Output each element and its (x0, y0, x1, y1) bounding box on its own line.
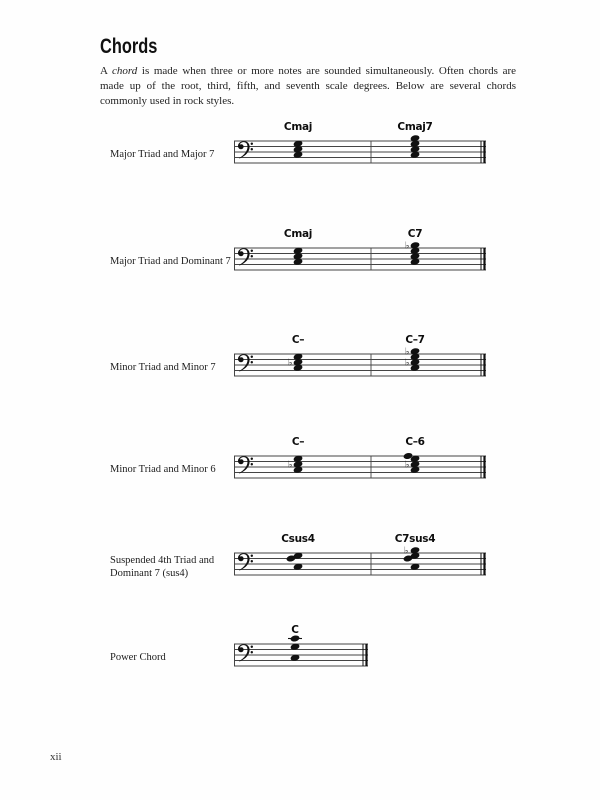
chord-notes (293, 247, 303, 266)
chord-symbol: C–7 (405, 334, 425, 346)
chord-symbol: Csus4 (281, 533, 315, 545)
row-label: Major Triad and Dominant 7 (110, 256, 231, 267)
intro-pre: A (100, 65, 112, 77)
chord-symbol: C–6 (405, 436, 425, 448)
intro-post: is made when three or more notes are sounded simultaneously. Often chords are made up of the root, third, fifth, and seventh scale degrees. Below are several chords commonly used in rock styles. (100, 65, 517, 107)
bass-clef-icon (238, 248, 253, 265)
bass-clef-icon (238, 553, 253, 570)
flat-accidental: ♭ (405, 346, 410, 358)
flat-accidental: ♭ (288, 459, 293, 471)
staff (233, 628, 375, 682)
flat-accidental: ♭ (405, 240, 410, 252)
row-label: Suspended 4th Triad and Dominant 7 (sus4) (110, 555, 215, 579)
page-title: Chords (100, 35, 158, 58)
flat-accidental: ♭ (404, 545, 409, 557)
chord-symbol: Cmaj (283, 228, 313, 240)
intro-italic-term: chord (111, 65, 138, 77)
chord-symbol: Cmaj7 (397, 121, 433, 133)
chord-notes (403, 545, 420, 570)
staff (233, 232, 493, 286)
chord-symbol: C– (291, 436, 305, 448)
chord-row (0, 618, 600, 684)
staff (233, 125, 493, 179)
staff (233, 537, 493, 591)
row-label: Minor Triad and Minor 6 (110, 464, 216, 475)
bass-clef-icon (238, 354, 253, 371)
row-label: Power Chord (110, 652, 166, 663)
staff (233, 338, 493, 392)
chord-symbol: Cmaj (283, 121, 313, 133)
chord-row (0, 115, 600, 181)
staff (233, 440, 493, 494)
chord-symbol: C (291, 624, 299, 636)
chord-notes (288, 353, 303, 372)
chord-notes (405, 346, 420, 371)
chord-row (0, 328, 600, 394)
flat-accidental: ♭ (288, 357, 293, 369)
bass-clef-icon (238, 644, 253, 661)
intro-paragraph (100, 64, 516, 109)
flat-accidental: ♭ (405, 357, 410, 369)
row-label: Minor Triad and Minor 7 (110, 362, 216, 373)
chord-notes (293, 140, 303, 159)
chord-symbol: C7sus4 (394, 533, 436, 545)
bass-clef-icon (238, 141, 253, 158)
chord-notes (288, 635, 302, 662)
row-label: Major Triad and Major 7 (110, 149, 215, 160)
chord-symbol: C7 (407, 228, 423, 240)
chord-row (0, 430, 600, 496)
page-number: xii (50, 751, 62, 763)
chord-symbol: C– (291, 334, 305, 346)
chord-row (0, 222, 600, 288)
chord-notes (288, 455, 303, 474)
bass-clef-icon (238, 456, 253, 473)
flat-accidental: ♭ (405, 459, 410, 471)
chord-row (0, 527, 600, 593)
chord-notes (286, 552, 303, 571)
chord-notes (403, 452, 420, 474)
notehead (290, 635, 300, 643)
chord-notes (405, 240, 420, 265)
